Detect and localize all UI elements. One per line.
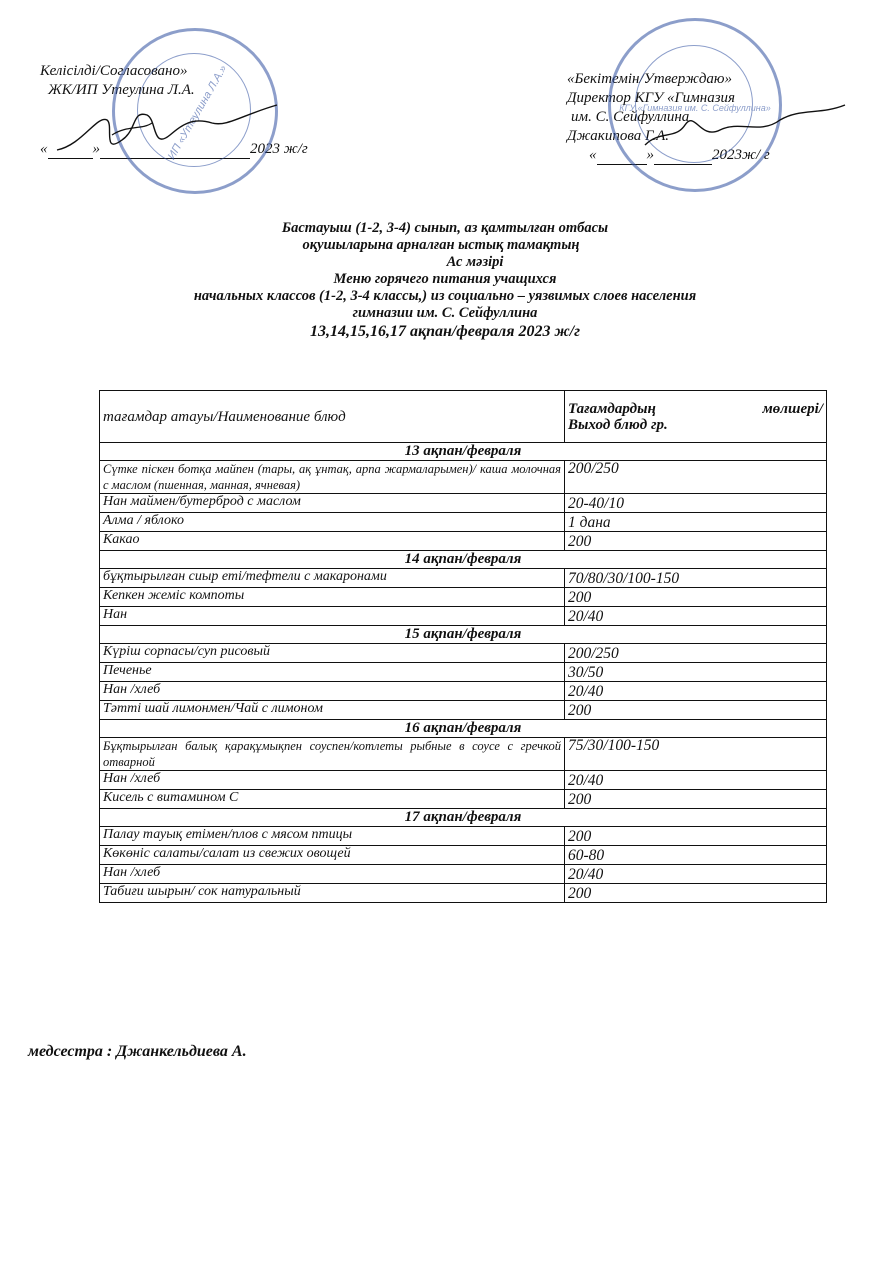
dish-name-cell: Кепкен жеміс компоты	[100, 588, 565, 607]
day-header-row	[100, 551, 827, 569]
table-header-row	[100, 391, 827, 443]
title-line-6: гимназии им. С. Сейфуллина	[352, 305, 538, 321]
dish-amount-cell: 20/40	[565, 607, 827, 626]
day-header-row	[100, 720, 827, 738]
dish-amount-cell: 20/40	[565, 682, 827, 701]
date-close-quote: »	[646, 147, 654, 163]
day-label: 13 ақпан/февраля	[100, 443, 827, 461]
title-line-4: Меню горячего питания учащихся	[333, 271, 557, 287]
dish-name-cell: Кисель с витамином С	[100, 790, 565, 809]
table-row	[100, 771, 827, 790]
approval-left-title: Келісілді/Согласовано»	[40, 63, 188, 79]
dish-amount-cell: 60-80	[565, 846, 827, 865]
dish-name-cell: бұқтырылған сиыр еті/тефтели с макаронами	[100, 569, 565, 588]
table-row	[100, 644, 827, 663]
approval-left-signer: ЖК/ИП Утеулина Л.А.	[48, 82, 195, 98]
dish-name-cell: Нан	[100, 607, 565, 626]
table-row	[100, 461, 827, 494]
day-header-row	[100, 443, 827, 461]
dish-amount-cell: 200	[565, 827, 827, 846]
table-row	[100, 701, 827, 720]
table-row	[100, 607, 827, 626]
menu-table	[99, 390, 827, 903]
dish-amount-cell: 75/30/100-150	[565, 738, 827, 771]
title-line-3: Ас мәзірі	[446, 254, 504, 270]
dish-amount-cell: 200	[565, 532, 827, 551]
dish-name-cell: Күріш сорпасы/суп рисовый	[100, 644, 565, 663]
table-row	[100, 884, 827, 903]
table-row	[100, 865, 827, 884]
table-row	[100, 738, 827, 771]
table-row	[100, 682, 827, 701]
date-open-quote: «	[40, 141, 48, 157]
approval-right-position: Директор КГУ «Гимназия	[567, 90, 736, 106]
table-row	[100, 532, 827, 551]
dish-amount-cell: 200/250	[565, 644, 827, 663]
dish-name-cell: Нан /хлеб	[100, 682, 565, 701]
dish-amount-cell: 1 дана	[565, 513, 827, 532]
dish-amount-cell: 70/80/30/100-150	[565, 569, 827, 588]
dish-name-cell: Алма / яблоко	[100, 513, 565, 532]
dish-name-cell: Нан /хлеб	[100, 771, 565, 790]
day-label: 17 ақпан/февраля	[100, 809, 827, 827]
document-title	[60, 220, 830, 340]
dish-amount-cell: 20/40	[565, 771, 827, 790]
dish-name-cell: Сүтке піскен ботқа майпен (тары, ақ ұнтақ, арпа жармаларымен)/ каша молочная с маслом (пшенная, манная, ячневая)	[100, 461, 565, 494]
date-close-quote: »	[92, 141, 100, 157]
date-year: 2023 ж/г	[250, 141, 308, 157]
table-row	[100, 663, 827, 682]
amount-header-word-1: Тағамдардың	[568, 400, 656, 417]
dish-name-cell: Палау тауық етімен/плов с мясом птицы	[100, 827, 565, 846]
column-header-dish: тағамдар атауы/Наименование блюд	[100, 391, 565, 443]
title-line-1: Бастауыш (1-2, 3-4) сынып, аз қамтылған отбасы	[281, 220, 609, 236]
day-label: 14 ақпан/февраля	[100, 551, 827, 569]
dish-amount-cell: 20-40/10	[565, 494, 827, 513]
dish-name-cell: Нан /хлеб	[100, 865, 565, 884]
dish-name-cell: Көкөніс салаты/салат из свежих овощей	[100, 846, 565, 865]
table-row	[100, 827, 827, 846]
approval-right-title: «Бекітемін/Утверждаю»	[567, 71, 732, 87]
table-row	[100, 494, 827, 513]
nurse-signature-line: медсестра : Джанкельдиева А.	[28, 1043, 247, 1060]
dish-name-cell: Печенье	[100, 663, 565, 682]
table-row	[100, 588, 827, 607]
table-row	[100, 846, 827, 865]
approval-right-school: им. С. Сейфуллина	[571, 109, 690, 125]
table-row	[100, 569, 827, 588]
dish-name-cell: Тәтті шай лимонмен/Чай с лимоном	[100, 701, 565, 720]
left-stamp-text: ИП «Утеулина Л.А.»	[165, 63, 230, 162]
dish-amount-cell: 200	[565, 701, 827, 720]
dish-name-cell: Нан маймен/бутерброд с маслом	[100, 494, 565, 513]
day-header-row	[100, 626, 827, 644]
left-signature	[52, 95, 282, 165]
title-dates: 13,14,15,16,17 ақпан/февраля 2023 ж/г	[309, 323, 581, 340]
dish-amount-cell: 200	[565, 884, 827, 903]
dish-amount-cell: 200/250	[565, 461, 827, 494]
amount-header-word-3: Выход блюд гр.	[568, 416, 668, 433]
dish-name-cell: Какао	[100, 532, 565, 551]
title-line-2: оқушыларына арналған ыстық тамақтың	[302, 237, 580, 253]
dish-amount-cell: 20/40	[565, 865, 827, 884]
title-line-5: начальных классов (1-2, 3-4 классы,) из социально – уязвимых слоев населения	[193, 288, 697, 304]
table-row	[100, 513, 827, 532]
date-year: 2023ж/ г	[712, 147, 770, 163]
right-signature	[640, 100, 850, 160]
amount-header-word-2: мөлшері/	[762, 400, 823, 417]
day-header-row	[100, 809, 827, 827]
dish-amount-cell: 200	[565, 790, 827, 809]
column-header-amount	[565, 391, 827, 443]
day-label: 15 ақпан/февраля	[100, 626, 827, 644]
table-row	[100, 790, 827, 809]
day-label: 16 ақпан/февраля	[100, 720, 827, 738]
right-stamp-text: КГУ «Гимназия им. С. Сейфуллина»	[619, 103, 771, 113]
dish-amount-cell: 200	[565, 588, 827, 607]
dish-name-cell: Табиғи шырын/ сок натуральный	[100, 884, 565, 903]
dish-name-cell: Бұқтырылған балық қарақұмықпен соуспен/котлеты рыбные в соусе с гречкой отварной	[100, 738, 565, 771]
date-open-quote: «	[589, 147, 597, 163]
dish-amount-cell: 30/50	[565, 663, 827, 682]
approval-right-signer: Джакипова Г.А.	[567, 128, 670, 144]
